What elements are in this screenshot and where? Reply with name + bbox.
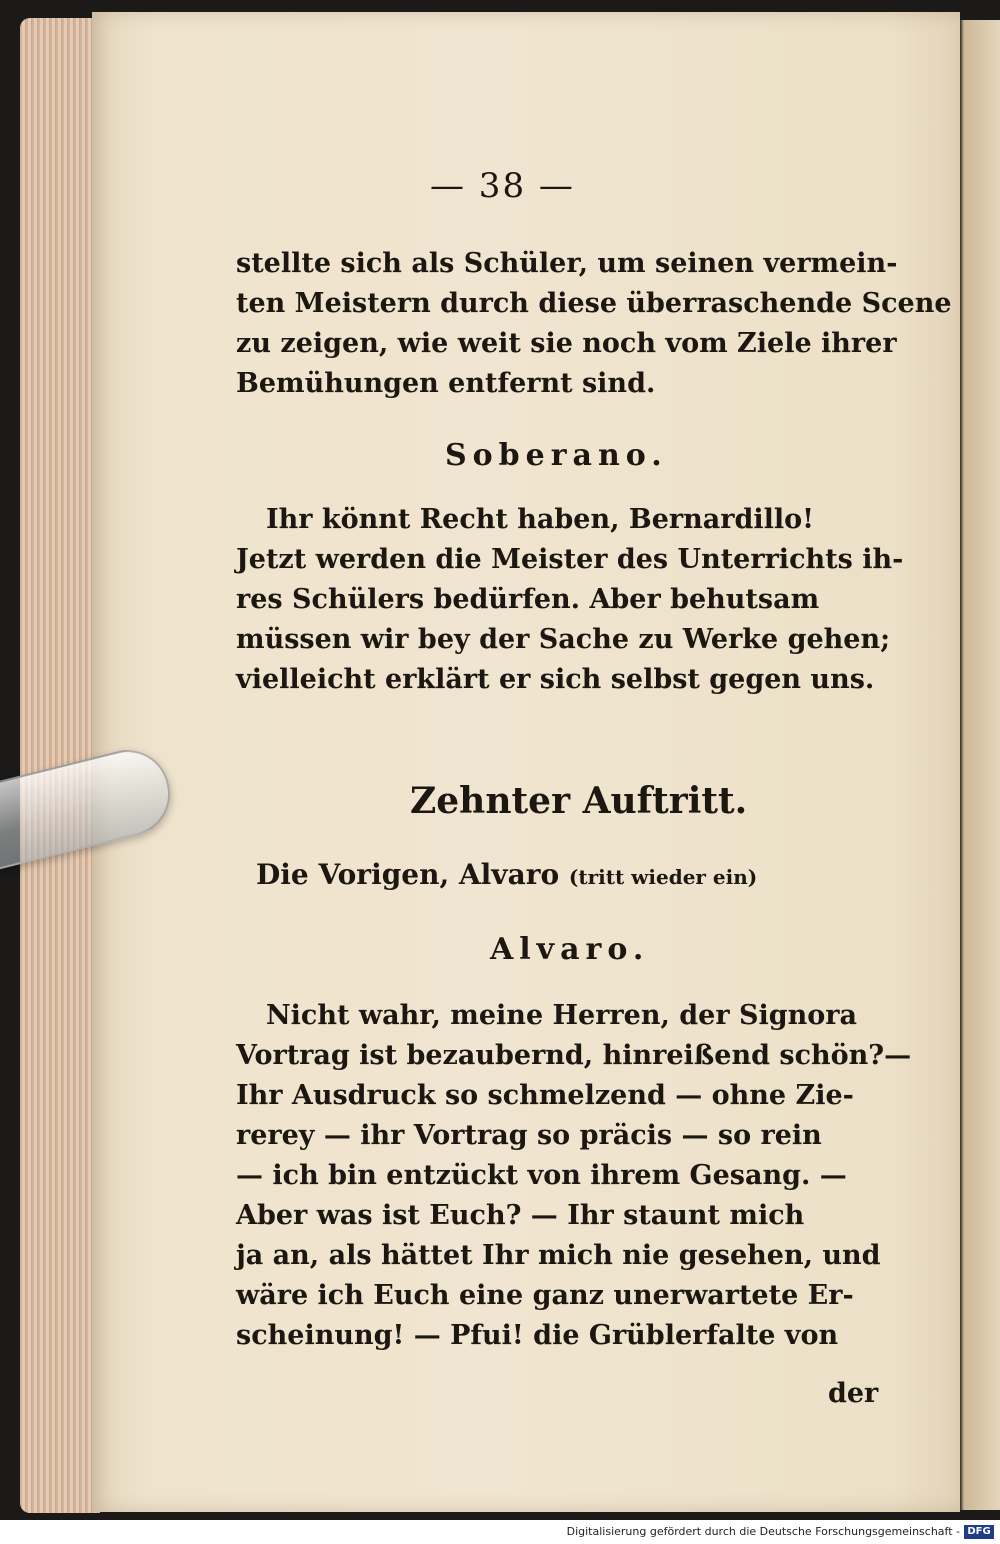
stage-characters: Die Vorigen, Alvaro bbox=[256, 858, 560, 891]
page-number: — 38 — bbox=[430, 166, 575, 206]
next-page-edge bbox=[960, 20, 1000, 1510]
text-line: — ich bin entzückt von ihrem Gesang. — bbox=[236, 1160, 847, 1191]
text-line: stellte sich als Schüler, um seinen vermein- bbox=[236, 248, 898, 279]
text-line: ja an, als hättet Ihr mich nie gesehen, und bbox=[236, 1240, 881, 1271]
footer-bar bbox=[0, 1520, 1000, 1544]
text-line: Nicht wahr, meine Herren, der Signora bbox=[266, 1000, 857, 1031]
catchword: der bbox=[828, 1378, 879, 1409]
text-line: Ihr Ausdruck so schmelzend — ohne Zie- bbox=[236, 1080, 854, 1111]
text-line: vielleicht erklärt er sich selbst gegen uns. bbox=[236, 664, 875, 695]
text-line: Bemühungen entfernt sind. bbox=[236, 368, 656, 399]
stage-note: (tritt wieder ein) bbox=[568, 865, 758, 889]
text-line: Vortrag ist bezaubernd, hinreißend schön?— bbox=[236, 1040, 912, 1071]
text-line: ten Meistern durch diese überraschende Scene bbox=[236, 288, 952, 319]
text-line: Jetzt werden die Meister des Unterrichts ih- bbox=[236, 544, 904, 575]
footer-credit: Digitalisierung gefördert durch die Deutsche Forschungsgemeinschaft - bbox=[566, 1525, 960, 1538]
scene-title: Zehnter Auftritt. bbox=[410, 780, 748, 822]
text-line: Aber was ist Euch? — Ihr staunt mich bbox=[236, 1200, 805, 1231]
dfg-logo: DFG bbox=[964, 1525, 994, 1539]
text-line: wäre ich Euch eine ganz unerwartete Er- bbox=[236, 1280, 854, 1311]
text-line: scheinung! — Pfui! die Grüblerfalte von bbox=[236, 1320, 839, 1351]
text-line: müssen wir bey der Sache zu Werke gehen; bbox=[236, 624, 891, 655]
speaker-name: Soberano. bbox=[445, 438, 668, 473]
text-line: rerey — ihr Vortrag so präcis — so rein bbox=[236, 1120, 822, 1151]
text-line: zu zeigen, wie weit sie noch vom Ziele ihrer bbox=[236, 328, 897, 359]
speaker-name: Alvaro. bbox=[490, 932, 650, 967]
text-line: Ihr könnt Recht haben, Bernardillo! bbox=[266, 504, 814, 535]
stage-direction bbox=[256, 858, 757, 891]
text-line: res Schülers bedürfen. Aber behutsam bbox=[236, 584, 820, 615]
